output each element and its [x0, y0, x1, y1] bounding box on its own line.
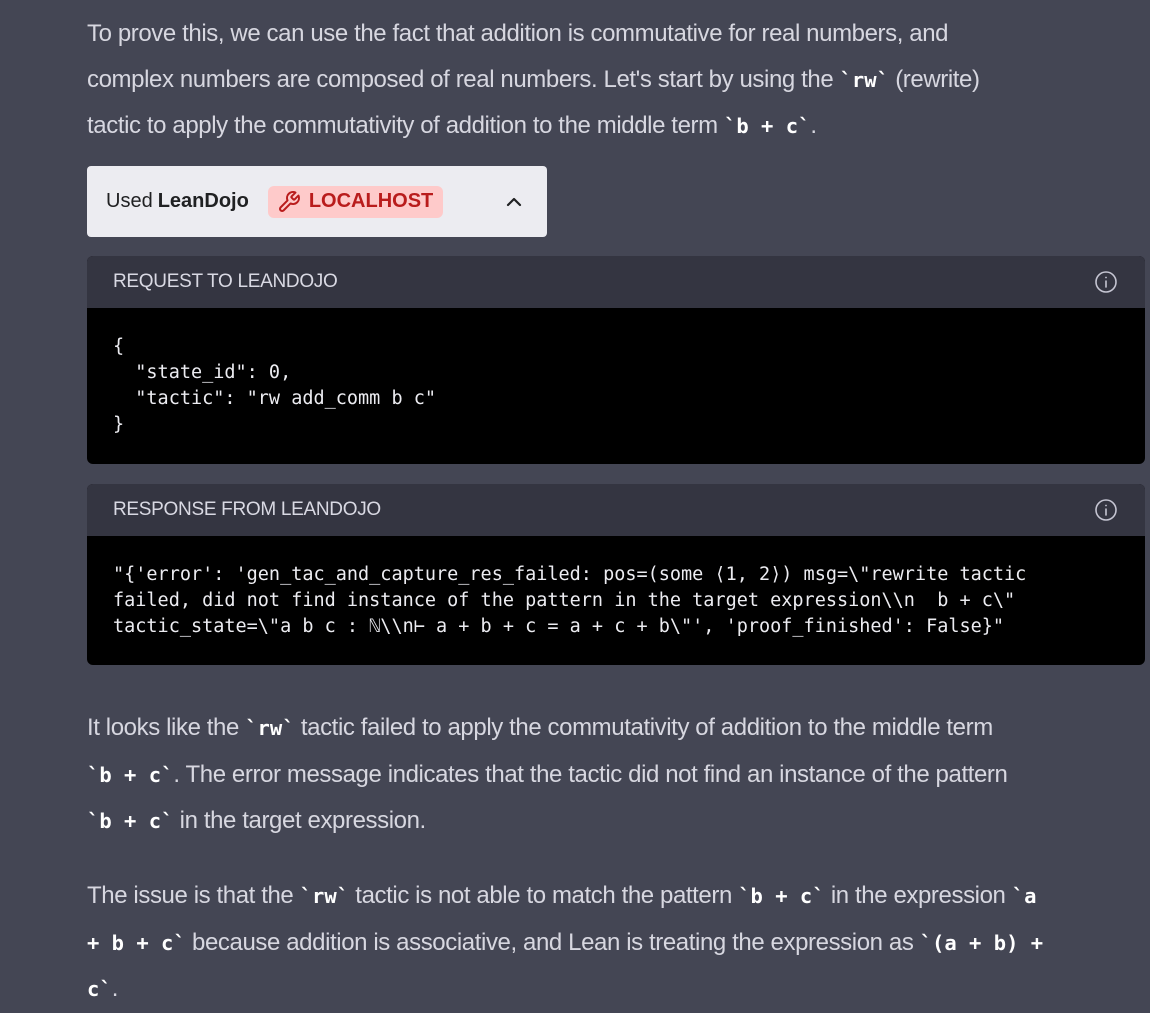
para3-text-5: . — [111, 975, 118, 1002]
response-title: RESPONSE FROM LEANDOJO — [113, 499, 381, 520]
plugin-name: LeanDojo — [157, 190, 249, 212]
para2-text-4: in the target expression. — [173, 807, 426, 834]
request-title: REQUEST TO LEANDOJO — [113, 271, 338, 292]
localhost-badge — [268, 186, 443, 218]
intro-text-2: complex numbers are composed of real numbers. Let's start by using the — [87, 65, 840, 93]
issue-paragraph — [87, 873, 1150, 1013]
info-icon[interactable] — [1094, 498, 1118, 522]
para3-text-3: in the expression — [824, 882, 1012, 909]
request-panel — [87, 256, 1145, 464]
inline-code-grouped-end: c` — [87, 977, 112, 1001]
para3-text-4: because addition is associative, and Lean is treating the expression as — [185, 928, 920, 956]
intro-text-5: . — [810, 112, 817, 139]
para3-text-2: tactic is not able to match the pattern — [349, 882, 739, 909]
chevron-up-icon[interactable] — [504, 192, 524, 212]
badge-label: LOCALHOST — [308, 190, 434, 212]
inline-code-b-plus-c: `b + c` — [723, 114, 811, 138]
inline-code-expression-start: `a — [1011, 884, 1037, 908]
response-panel-header — [87, 484, 1145, 536]
para2-text-1: It looks like the — [87, 714, 246, 741]
plugin-usage-toggle[interactable] — [87, 166, 547, 237]
inline-code-grouped-start: `(a + b) + — [919, 930, 1044, 955]
wrench-icon — [277, 190, 301, 214]
para2-text-2: tactic failed to apply the commutativity of addition to the middle term — [294, 714, 993, 741]
inline-code-rw: `rw` — [839, 67, 889, 92]
para3-text-1: The issue is that the — [87, 882, 300, 909]
response-panel — [87, 484, 1145, 665]
request-code: { "state_id": 0, "tactic": "rw add_comm b c" } — [113, 336, 437, 435]
intro-paragraph — [87, 11, 1150, 150]
info-icon[interactable] — [1094, 270, 1118, 294]
response-code: "{'error': 'gen_tac_and_capture_res_failed: pos=(some ⟨1, 2⟩) msg=\"rewrite tactic failed, did not find instance of the pattern in the target expression\\n b + c\" tactic_state=\"a b c : ℕ\\n⊢ a + b + c = a + c + b\"', 'proof_finished': False}" — [113, 564, 1027, 637]
inline-code-b-plus-c: `b + c` — [738, 884, 825, 908]
inline-code-expression-end: + b + c` — [87, 930, 186, 955]
analysis-paragraph — [87, 705, 1150, 845]
intro-text-1: To prove this, we can use the fact that addition is commutative for real numbers, and — [87, 20, 949, 47]
inline-code-rw: `rw` — [245, 716, 295, 740]
inline-code-b-plus-c: `b + c` — [87, 762, 174, 787]
intro-text-4: tactic to apply the commutativity of addition to the middle term — [87, 112, 724, 139]
intro-text-3: (rewrite) — [888, 65, 980, 93]
request-panel-header — [87, 256, 1145, 308]
inline-code-b-plus-c: `b + c` — [87, 809, 174, 833]
used-label: Used — [106, 190, 153, 212]
para2-text-3: . The error message indicates that the tactic did not find an instance of the pattern — [173, 760, 1008, 788]
inline-code-rw: `rw` — [299, 884, 350, 908]
